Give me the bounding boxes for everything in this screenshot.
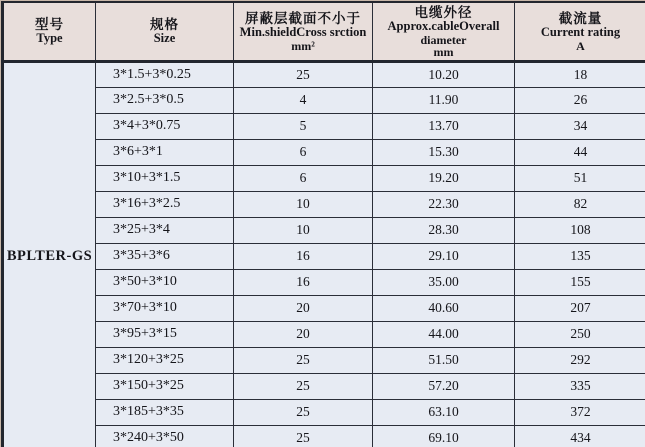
header-size [96,2,234,61]
shield-cell: 16 [234,243,373,269]
shield-cell: 10 [234,217,373,243]
header-current-unit: A [576,38,585,53]
table-row [3,217,645,243]
diameter-cell: 29.10 [373,243,515,269]
current-cell: 82 [515,191,645,217]
current-cell: 207 [515,295,645,321]
current-cell: 18 [515,61,645,87]
header-shield-en: Min.shieldCross srction [239,25,367,39]
header-current [515,2,645,61]
size-cell: 3*1.5+3*0.25 [96,61,234,87]
size-cell: 3*50+3*10 [96,269,234,295]
header-diameter-zh: 电缆外径 [414,5,473,20]
table-row [3,269,645,295]
size-cell: 3*95+3*15 [96,321,234,347]
shield-cell: 4 [234,87,373,113]
diameter-cell: 35.00 [373,269,515,295]
current-cell: 51 [515,165,645,191]
shield-cell: 10 [234,191,373,217]
table-row [3,243,645,269]
current-cell: 34 [515,113,645,139]
header-diameter-unit: mm [433,44,454,59]
shield-cell: 20 [234,295,373,321]
table-row [3,87,645,113]
header-diameter-en2: diameter [420,32,467,47]
table-row [3,373,645,399]
current-cell: 26 [515,87,645,113]
current-cell: 292 [515,347,645,373]
table-header [3,2,645,61]
current-cell: 372 [515,399,645,425]
header-diameter-en: Approx.cableOverall [387,19,500,33]
size-cell: 3*120+3*25 [96,347,234,373]
diameter-cell: 19.20 [373,165,515,191]
shield-cell: 25 [234,425,373,447]
header-row [3,2,645,61]
diameter-cell: 51.50 [373,347,515,373]
table-row [3,191,645,217]
current-cell: 108 [515,217,645,243]
size-cell: 3*150+3*25 [96,373,234,399]
shield-cell: 6 [234,139,373,165]
table-row [3,61,645,87]
header-size-en: Size [153,31,176,45]
diameter-cell: 44.00 [373,321,515,347]
current-cell: 155 [515,269,645,295]
header-type-en: Type [36,31,63,45]
table-row [3,295,645,321]
diameter-cell: 28.30 [373,217,515,243]
table-row [3,113,645,139]
header-shield-zh: 屏蔽层截面不小于 [245,11,361,26]
shield-cell: 25 [234,347,373,373]
diameter-cell: 11.90 [373,87,515,113]
diameter-cell: 57.20 [373,373,515,399]
header-type-zh: 型号 [35,17,64,32]
shield-cell: 25 [234,373,373,399]
shield-cell: 16 [234,269,373,295]
table-row [3,399,645,425]
size-cell: 3*2.5+3*0.5 [96,87,234,113]
diameter-cell: 15.30 [373,139,515,165]
header-type [3,2,96,61]
current-cell: 250 [515,321,645,347]
shield-cell: 20 [234,321,373,347]
header-current-en: Current rating [540,25,621,39]
table-row [3,425,645,447]
table-row [3,347,645,373]
size-cell: 3*16+3*2.5 [96,191,234,217]
size-cell: 3*70+3*10 [96,295,234,321]
size-cell: 3*25+3*4 [96,217,234,243]
current-cell: 44 [515,139,645,165]
cable-spec-table [1,1,645,447]
size-cell: 3*4+3*0.75 [96,113,234,139]
table-row [3,139,645,165]
shield-cell: 25 [234,399,373,425]
table-body [3,61,645,447]
size-cell: 3*10+3*1.5 [96,165,234,191]
current-cell: 434 [515,425,645,447]
shield-cell: 25 [234,61,373,87]
size-cell: 3*35+3*6 [96,243,234,269]
header-current-zh: 截流量 [558,11,603,26]
diameter-cell: 40.60 [373,295,515,321]
header-diameter [373,2,515,61]
current-cell: 335 [515,373,645,399]
diameter-cell: 13.70 [373,113,515,139]
header-shield [234,2,373,61]
type-cell: BPLTER-GS [3,61,96,447]
diameter-cell: 22.30 [373,191,515,217]
size-cell: 3*240+3*50 [96,425,234,447]
diameter-cell: 69.10 [373,425,515,447]
shield-cell: 6 [234,165,373,191]
diameter-cell: 63.10 [373,399,515,425]
header-shield-unit: mm² [291,38,315,53]
size-cell: 3*6+3*1 [96,139,234,165]
size-cell: 3*185+3*35 [96,399,234,425]
table-row [3,321,645,347]
header-size-zh: 规格 [150,17,179,32]
table-row [3,165,645,191]
diameter-cell: 10.20 [373,61,515,87]
shield-cell: 5 [234,113,373,139]
current-cell: 135 [515,243,645,269]
